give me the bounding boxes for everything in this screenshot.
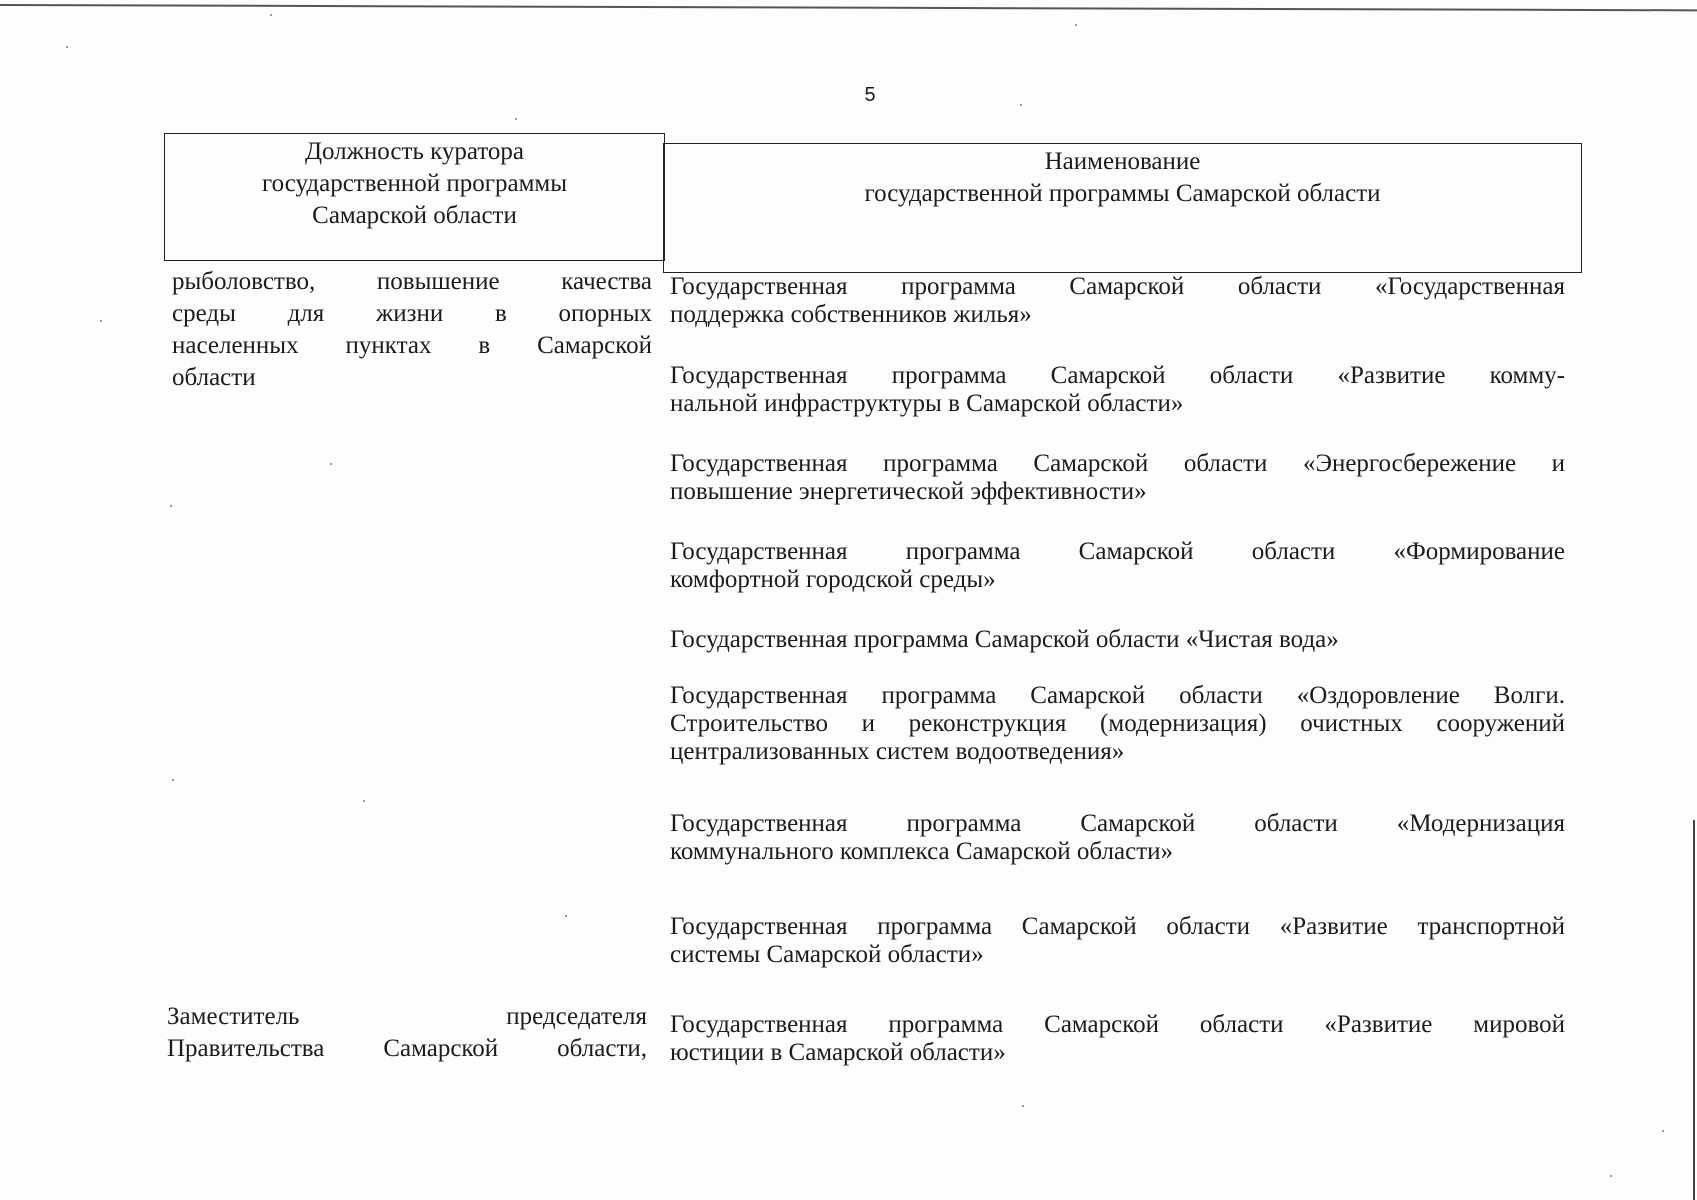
- header-cell-curator-position: [164, 133, 665, 261]
- program-line: Государственная программа Самарской области «Оздоровление Волги.: [670, 682, 1565, 709]
- page-number: 5: [864, 84, 876, 106]
- program-entry: [670, 1011, 1565, 1067]
- header-cell-program-name: [663, 143, 1582, 273]
- program-entry: [670, 450, 1565, 506]
- curator-line: рыболовство, повышение качества: [172, 268, 652, 295]
- curator-line: населенных пунктах в Самарской: [172, 332, 652, 359]
- scan-speck: [565, 915, 567, 917]
- curator-cell: [167, 1001, 647, 1065]
- scan-speck: [172, 779, 174, 781]
- header-line: Должность куратора: [304, 138, 525, 165]
- scan-speck: [270, 14, 272, 16]
- program-line: юстиции в Самарской области»: [670, 1039, 1006, 1066]
- curator-line: среды для жизни в опорных: [172, 300, 652, 327]
- program-line: системы Самарской области»: [670, 941, 984, 968]
- program-entry: [670, 538, 1565, 594]
- scan-speck: [66, 46, 68, 48]
- program-entry: [670, 626, 1565, 654]
- program-entry: [670, 810, 1565, 866]
- scan-edge-right: [1693, 820, 1695, 1200]
- header-line: Самарской области: [312, 202, 517, 229]
- program-line: централизованных систем водоотведения»: [670, 738, 1125, 765]
- program-line: комфортной городской среды»: [670, 566, 996, 593]
- header-line: Наименование: [1044, 148, 1201, 175]
- program-line: Государственная программа Самарской области «Энергосбережение и: [670, 450, 1565, 477]
- scan-speck: [1022, 1105, 1024, 1107]
- scan-speck: [1610, 1175, 1612, 1177]
- program-line: Государственная программа Самарской области «Чистая вода»: [670, 626, 1339, 653]
- header-line: государственной программы Самарской области: [864, 180, 1381, 207]
- program-line: Государственная программа Самарской области «Государственная: [670, 273, 1565, 300]
- curator-line: Заместитель председателя: [167, 1003, 647, 1030]
- curator-line: Правительства Самарской области,: [167, 1035, 647, 1062]
- curator-cell: [172, 266, 652, 394]
- program-line: Государственная программа Самарской области «Развитие комму-: [670, 362, 1565, 389]
- program-line: Государственная программа Самарской области «Модернизация: [670, 810, 1565, 837]
- scan-speck: [363, 800, 365, 802]
- table-header: [164, 133, 1582, 273]
- scan-speck: [1075, 24, 1077, 26]
- program-entry: [670, 682, 1565, 766]
- scan-speck: [330, 463, 332, 465]
- program-line: Государственная программа Самарской области «Развитие мировой: [670, 1011, 1565, 1038]
- program-line: Государственная программа Самарской области «Формирование: [670, 538, 1565, 565]
- scan-speck: [1662, 1130, 1664, 1132]
- scan-speck: [515, 118, 517, 120]
- scan-edge-top: [0, 4, 1697, 11]
- scan-speck: [170, 505, 172, 507]
- program-line: коммунального комплекса Самарской области»: [670, 838, 1174, 865]
- program-line: поддержка собственников жилья»: [670, 301, 1032, 328]
- program-line: Строительство и реконструкция (модернизация) очистных сооружений: [670, 710, 1565, 737]
- program-entry: [670, 362, 1565, 418]
- program-entry: [670, 273, 1565, 329]
- program-line: нальной инфраструктуры в Самарской области»: [670, 390, 1184, 417]
- curator-line: области: [172, 364, 256, 391]
- program-line: повышение энергетической эффективности»: [670, 478, 1147, 505]
- program-line: Государственная программа Самарской области «Развитие транспортной: [670, 913, 1565, 940]
- header-line: государственной программы: [261, 170, 568, 197]
- program-entry: [670, 913, 1565, 969]
- scan-speck: [100, 320, 102, 322]
